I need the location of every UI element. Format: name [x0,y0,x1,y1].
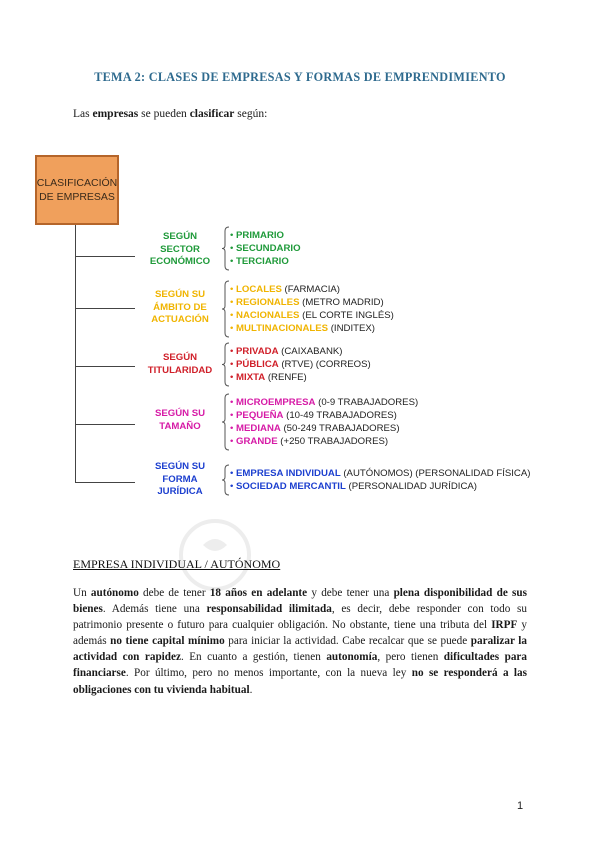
bullet-icon: • [230,410,237,421]
category-label [135,352,225,377]
bullet-icon: • [230,243,237,254]
category-label-line: SEGÚN SU [154,408,206,419]
category-label [135,461,225,499]
category-label-line: SEGÚN [162,231,198,242]
bullet-icon: • [230,481,237,492]
group-item [230,322,394,335]
paragraph-text-run: y además [73,619,528,648]
tree-branch-line [75,256,135,257]
intro-line [73,108,267,120]
intro-text-2: se pueden [138,108,190,120]
tree-branch-line [75,308,135,309]
group-item-name: TERCIARIO [236,256,289,267]
group-brace [222,226,230,271]
group-item-name: PÚBLICA [236,359,279,370]
group-item-list [230,396,418,448]
group-item-name: LOCALES [236,284,282,295]
group-item [230,283,394,296]
category-label-line: FORMA [162,473,198,485]
paragraph-bold-run: autonomía [326,651,378,664]
paragraph-text-run: . Además tiene una [102,603,207,616]
bullet-icon: • [230,423,237,434]
paragraph-text-run: . En cuanto a gestión, tienen [180,651,327,664]
intro-text-1: Las [73,108,93,120]
tree-branch-line [75,424,135,425]
group-item-name: PEQUEÑA [236,410,284,421]
group-item-name: GRANDE [236,436,278,447]
group-item [230,296,394,309]
group-item-example: (10-49 TRABAJADORES) [283,410,397,421]
group-brace [222,342,230,387]
group-brace [222,464,230,496]
bullet-icon: • [230,284,237,295]
group-item [230,435,418,448]
category-label-line: SEGÚN [162,352,198,363]
group-item-example: (FARMACIA) [281,284,340,295]
section-heading: EMPRESA INDIVIDUAL / AUTÓNOMO [73,557,281,571]
group-brace [222,280,230,338]
group-item-example: (RENFE) [265,372,307,383]
paragraph-bold-run: 18 años en adelante [209,587,308,599]
bullet-icon: • [230,346,237,357]
group-item-name: MIXTA [236,372,266,383]
paragraph-bold-run: paralizar la actividad con rapidez [73,635,527,664]
group-item-example: (0-9 TRABAJADORES) [315,397,419,408]
classification-root-box [35,155,119,225]
group-item-list [230,229,301,268]
category-label-line: SECTOR [160,243,200,255]
paragraph-text-run: Un [73,587,91,599]
group-item-name: SOCIEDAD MERCANTIL [236,481,346,492]
category-label-line: ECONÓMICO [149,256,211,267]
page-title: TEMA 2: CLASES DE EMPRESAS Y FORMAS DE EMPRENDIMIENTO [94,70,506,84]
group-item [230,467,530,480]
paragraph-bold-run: plena disponibilidad de sus bienes [73,587,527,616]
category-label [135,231,225,269]
group-item [230,255,301,268]
category-label-line: SEGÚN SU [154,289,206,300]
paragraph-text-run: . Por último, pero no menos importante, con la nueva ley [125,667,412,680]
bullet-icon: • [230,310,237,321]
intro-text-3: según: [234,108,268,120]
group-item [230,422,418,435]
intro-bold-1: empresas [92,108,139,120]
category-label [135,289,225,327]
group-item-example: (EL CORTE INGLÉS) [299,310,394,321]
bullet-icon: • [230,468,237,479]
paragraph-bold-run: IRPF [491,619,518,632]
group-item-name: EMPRESA INDIVIDUAL [236,468,341,479]
group-item-name: MULTINACIONALES [236,323,329,334]
group-item-list [230,467,530,493]
category-label-line: TITULARIDAD [147,364,213,376]
group-item [230,480,530,493]
group-item-example: (METRO MADRID) [299,297,384,308]
watermark-logo [175,515,255,595]
group-item-name: REGIONALES [236,297,300,308]
paragraph-text-run: . [249,683,253,696]
paragraph-text-run: y debe tener una [307,587,394,599]
bullet-icon: • [230,256,237,267]
group-item-name: SECUNDARIO [236,243,301,254]
group-item [230,371,371,384]
group-item-name: MICROEMPRESA [236,397,316,408]
category-label [135,408,225,433]
group-item [230,409,418,422]
category-label-line: JURÍDICA [157,486,203,497]
group-item-example: (PERSONALIDAD JURÍDICA) [345,481,477,492]
tree-branch-line [75,366,135,367]
paragraph-bold-run: dificultades para financiarse [73,651,527,680]
root-label-line1: CLASIFICACIÓN [36,177,118,189]
group-item-example: (CAIXABANK) [278,346,343,357]
group-item [230,396,418,409]
bullet-icon: • [230,230,237,241]
paragraph-text-run: , pero tienen [377,651,444,664]
group-item-name: PRIVADA [236,346,279,357]
group-item-name: PRIMARIO [236,230,284,241]
paragraph-bold-run: responsabilidad ilimitada [206,603,332,616]
category-label-line: ACTUACIÓN [151,314,209,325]
bullet-icon: • [230,323,237,334]
tree-trunk-line [75,225,76,483]
section-paragraph [73,585,527,698]
bullet-icon: • [230,397,237,408]
group-item [230,309,394,322]
paragraph-bold-run: no se responderá a las obligaciones con tu vivienda habitual [73,667,527,696]
bullet-icon: • [230,297,237,308]
category-label-line: ÁMBITO DE [153,301,207,313]
paragraph-bold-run: autónomo [90,587,139,599]
group-item-example: (AUTÓNOMOS) (PERSONALIDAD FÍSICA) [340,468,531,479]
category-label-line: TAMAÑO [159,420,201,432]
group-item [230,242,301,255]
page-number: 1 [517,800,524,812]
group-item [230,345,371,358]
group-brace [222,393,230,451]
intro-bold-2: clasificar [189,108,235,120]
group-item [230,358,371,371]
paragraph-bold-run: no tiene capital mínimo [110,635,225,648]
group-item-example: (50-249 TRABAJADORES) [280,423,400,434]
group-item-example: (RTVE) (CORREOS) [278,359,371,370]
paragraph-text-run: , es decir, debe responder con todo su patrimonio presente o futuro para cualquier obligación. No obstante, tiene una tributa del [73,603,528,632]
tree-branch-line [75,482,135,483]
group-item-list [230,283,394,335]
group-item-example: (INDITEX) [328,323,375,334]
group-item-list [230,345,371,384]
group-item [230,229,301,242]
group-item-name: NACIONALES [236,310,300,321]
group-item-example: (+250 TRABAJADORES) [277,436,389,447]
paragraph-text-run: debe de tener [138,587,210,599]
group-item-name: MEDIANA [236,423,281,434]
bullet-icon: • [230,372,237,383]
bullet-icon: • [230,359,237,370]
category-label-line: SEGÚN SU [154,461,206,472]
paragraph-text-run: para iniciar la actividad. Cabe recalcar que se puede [224,635,471,648]
root-label-line2: DE EMPRESAS [39,191,115,203]
bullet-icon: • [230,436,237,447]
